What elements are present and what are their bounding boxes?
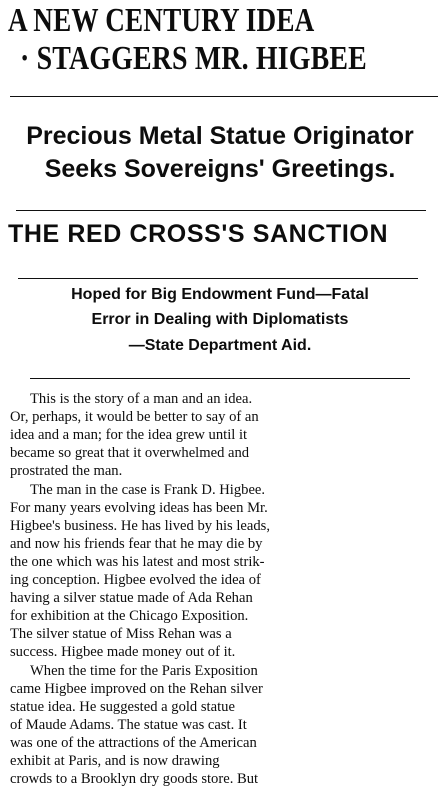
body-text-line: statue idea. He suggested a gold statue <box>10 699 235 715</box>
body-text-line: ing conception. Higbee evolved the idea of <box>10 572 261 588</box>
deck-line-3: —State Department Aid. <box>128 337 312 354</box>
section-headline: THE RED CROSS'S SANCTION <box>8 220 389 248</box>
body-text-line: and now his friends fear that he may die by <box>10 536 263 552</box>
body-text-line: became so great that it overwhelmed and <box>10 445 250 461</box>
body-text-line: This is the story of a man and an idea. <box>30 391 253 407</box>
body-text-line: The man in the case is Frank D. Higbee. <box>30 482 266 498</box>
body-text-line: was one of the attractions of the American <box>10 735 257 751</box>
headline-line-2: · STAGGERS MR. HIGBEE <box>20 40 367 77</box>
subheadline-line-2: Seeks Sovereigns' Greetings. <box>44 155 396 183</box>
body-text-line: Or, perhaps, it would be better to say of an <box>10 409 259 425</box>
divider-rule <box>16 210 426 211</box>
body-text-line: the one which was his latest and most strik- <box>10 554 265 570</box>
body-text-line: When the time for the Paris Exposition <box>30 663 258 679</box>
body-text-line: For many years evolving ideas has been Mr. <box>10 500 268 516</box>
body-text-line: The silver statue of Miss Rehan was a <box>10 626 232 642</box>
body-text-line: exhibit at Paris, and is now drawing <box>10 753 220 769</box>
body-text-line: came Higbee improved on the Rehan silver <box>10 681 263 697</box>
headline-line-1: A NEW CENTURY IDEA <box>8 2 315 39</box>
body-text-line: of Maude Adams. The statue was cast. It <box>10 717 247 733</box>
body-text-line: idea and a man; for the idea grew until it <box>10 427 248 443</box>
subheadline-line-1: Precious Metal Statue Originator <box>26 122 414 150</box>
deck-line-2: Error in Dealing with Diplomatists <box>91 311 349 328</box>
divider-rule <box>30 378 410 379</box>
body-text-line: Higbee's business. He has lived by his leads, <box>10 518 271 534</box>
body-text-line: crowds to a Brooklyn dry goods store. But <box>10 771 259 787</box>
body-text-line: for exhibition at the Chicago Exposition. <box>10 608 249 624</box>
divider-rule <box>10 96 438 97</box>
body-text-line: success. Higbee made money out of it. <box>10 644 236 660</box>
deck-line-1: Hoped for Big Endowment Fund—Fatal <box>71 286 369 303</box>
body-text-line: prostrated the man. <box>10 463 123 479</box>
body-text-line: having a silver statue made of Ada Rehan <box>10 590 253 606</box>
divider-rule <box>18 278 418 279</box>
